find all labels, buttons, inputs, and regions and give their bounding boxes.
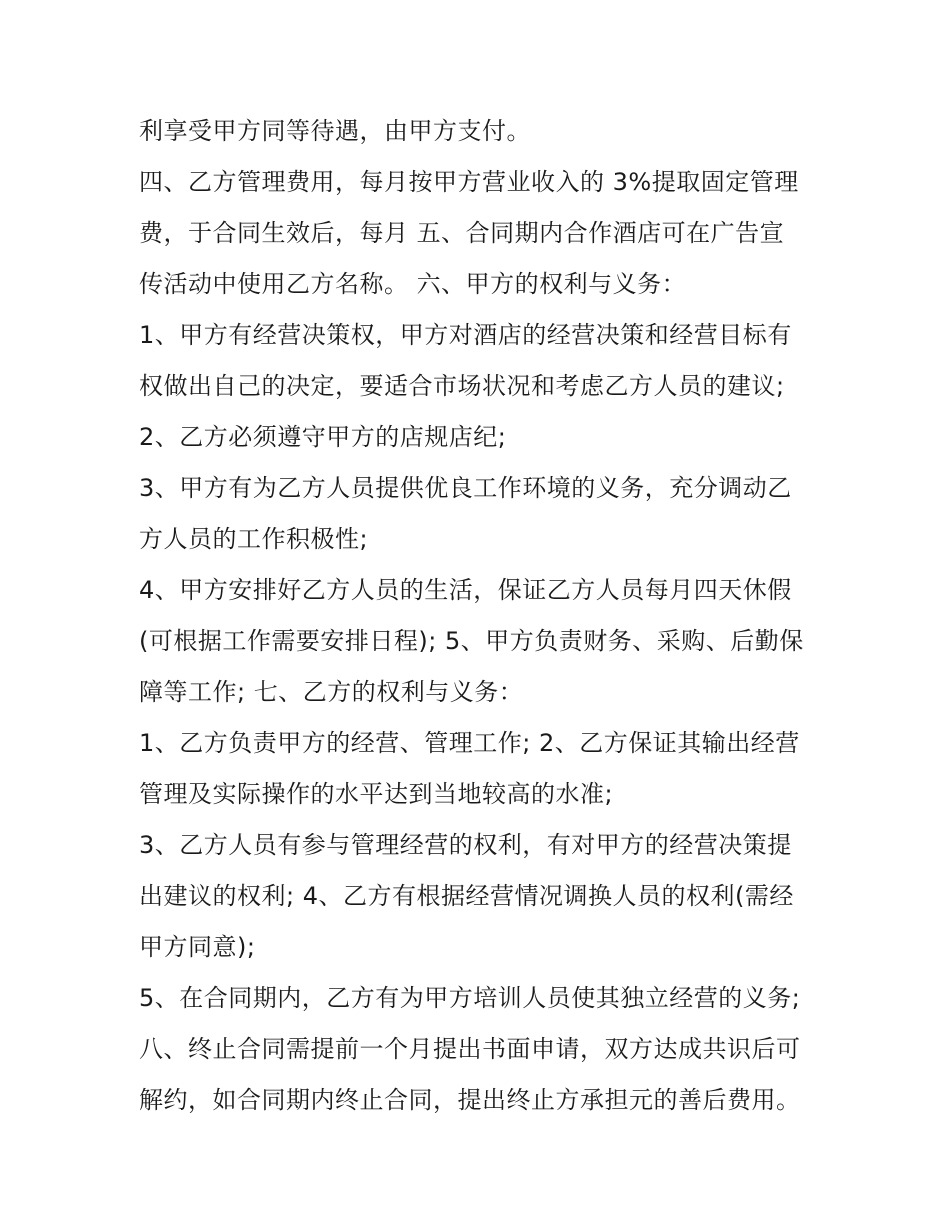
text-line: 四、乙方管理费用，每月按甲方营业收入的 3%提取固定管理 bbox=[139, 168, 799, 196]
text-line: 利享受甲方同等待遇，由甲方支付。 bbox=[139, 117, 531, 145]
text-line: 费，于合同生效后，每月 五、合同期内合作酒店可在广告宣 bbox=[139, 219, 785, 247]
text-line: 障等工作; 七、乙方的权利与义务： bbox=[139, 678, 524, 706]
text-line: 5、在合同期内，乙方有为甲方培训人员使其独立经营的义务; bbox=[139, 984, 801, 1012]
text-line: 1、乙方负责甲方的经营、管理工作; 2、乙方保证其输出经营 bbox=[139, 729, 800, 757]
text-line: 管理及实际操作的水平达到当地较高的水准; bbox=[139, 780, 614, 808]
text-line: 3、甲方有为乙方人员提供优良工作环境的义务，充分调动乙 bbox=[139, 474, 792, 502]
text-line: 权做出自己的决定，要适合市场状况和考虑乙方人员的建议; bbox=[139, 372, 785, 400]
text-line: 3、乙方人员有参与管理经营的权利，有对甲方的经营决策提 bbox=[139, 831, 792, 859]
text-line: 方人员的工作积极性; bbox=[139, 525, 369, 553]
text-line: 出建议的权利; 4、乙方有根据经营情况调换人员的权利(需经 bbox=[139, 882, 794, 910]
text-line: 解约，如合同期内终止合同，提出终止方承担元的善后费用。 bbox=[139, 1086, 801, 1114]
text-line: 2、乙方必须遵守甲方的店规店纪; bbox=[139, 423, 507, 451]
text-line: 八、终止合同需提前一个月提出书面申请，双方达成共识后可 bbox=[139, 1035, 801, 1063]
text-line: 4、甲方安排好乙方人员的生活，保证乙方人员每月四天休假 bbox=[139, 576, 792, 604]
text-line: (可根据工作需要安排日程); 5、甲方负责财务、采购、后勤保 bbox=[139, 627, 804, 655]
text-line: 甲方同意); bbox=[139, 933, 256, 961]
document-body bbox=[139, 106, 819, 1126]
text-line: 传活动中使用乙方名称。 六、甲方的权利与义务： bbox=[139, 270, 687, 298]
text-line: 1、甲方有经营决策权，甲方对酒店的经营决策和经营目标有 bbox=[139, 321, 792, 349]
